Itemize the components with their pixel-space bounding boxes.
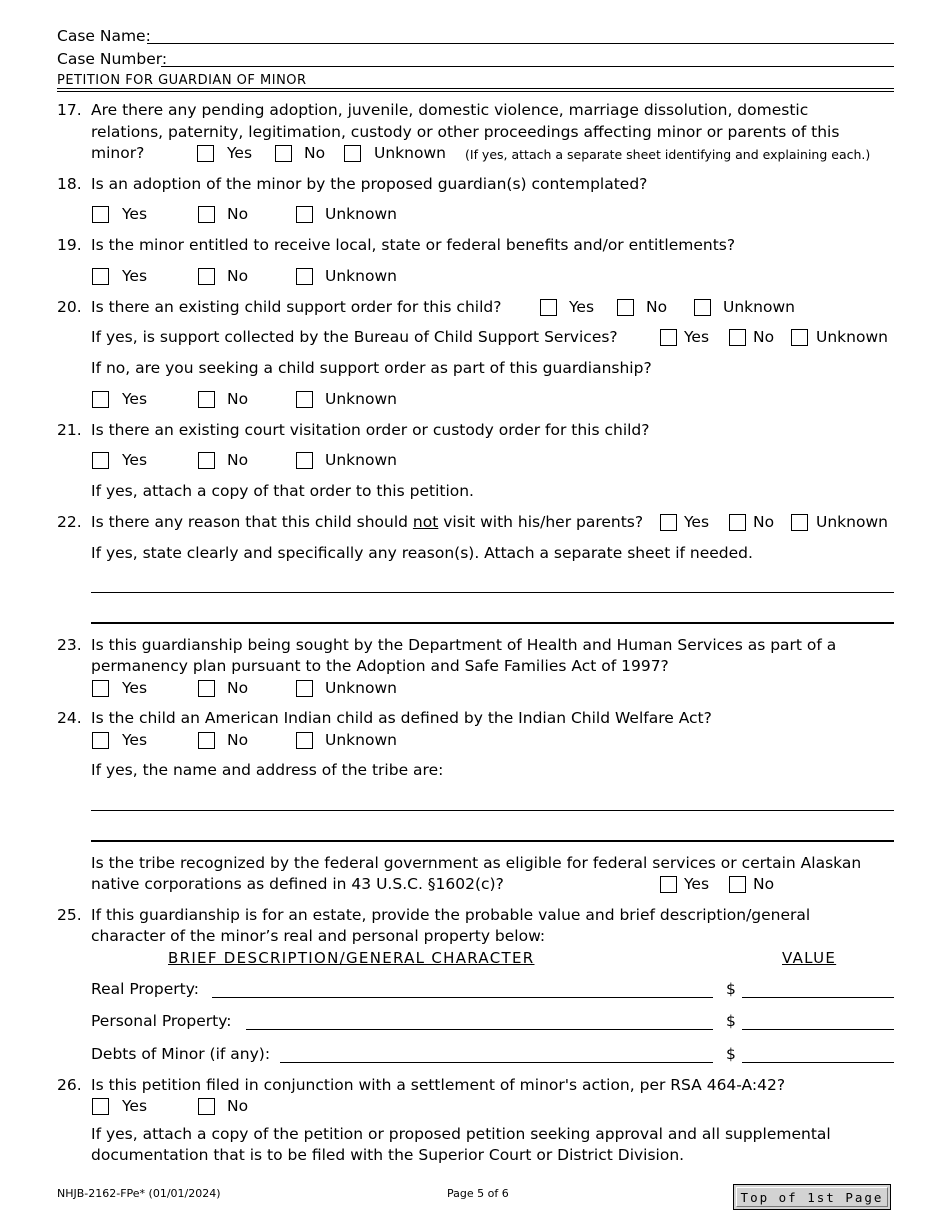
q21-no-checkbox[interactable] [198, 452, 215, 469]
q23-no-checkbox[interactable] [198, 680, 215, 697]
q21-number: 21. [57, 421, 82, 439]
q24-tribe-yes-checkbox[interactable] [660, 876, 677, 893]
q25-number: 25. [57, 906, 82, 924]
q18-unknown-label: Unknown [325, 205, 397, 223]
q17-yes-checkbox[interactable] [197, 145, 214, 162]
q24-tribe-no-checkbox[interactable] [729, 876, 746, 893]
q17-note: (If yes, attach a separate sheet identifying and explaining each.) [465, 147, 871, 162]
footer-form-id: NHJB-2162-FPe* (01/01/2024) [57, 1187, 221, 1200]
q24-sub1-text: If yes, the name and address of the tribe are: [91, 761, 444, 779]
q20-sub2-no-label: No [227, 390, 249, 408]
q20-sub2-yes-label: Yes [122, 390, 148, 408]
q20-sub1-text: If yes, is support collected by the Bureau of Child Support Services? [91, 328, 618, 346]
q18-yes-checkbox[interactable] [92, 206, 109, 223]
q21-yes-label: Yes [122, 451, 148, 469]
q17-line1: Are there any pending adoption, juvenile, domestic violence, marriage dissolution, domestic [91, 101, 809, 119]
q24-tribe-line-2[interactable] [91, 840, 894, 842]
q23-number: 23. [57, 636, 82, 654]
case-number-label: Case Number: [57, 50, 168, 68]
q17-unknown-checkbox[interactable] [344, 145, 361, 162]
q20-no-checkbox[interactable] [617, 299, 634, 316]
case-name-field[interactable] [147, 43, 894, 44]
q26-number: 26. [57, 1076, 82, 1094]
q23-line2: permanency plan pursuant to the Adoption and Safe Families Act of 1997? [91, 657, 669, 675]
q20-sub2-unknown-label: Unknown [325, 390, 397, 408]
q18-unknown-checkbox[interactable] [296, 206, 313, 223]
q18-yes-label: Yes [122, 205, 148, 223]
q25-debts-label: Debts of Minor (if any): [91, 1045, 271, 1063]
q19-yes-label: Yes [122, 267, 148, 285]
q20-sub1-no-checkbox[interactable] [729, 329, 746, 346]
q23-unknown-checkbox[interactable] [296, 680, 313, 697]
q21-unknown-label: Unknown [325, 451, 397, 469]
q19-number: 19. [57, 236, 82, 254]
q23-line1: Is this guardianship being sought by the Department of Health and Human Services as part of a [91, 636, 837, 654]
q23-no-label: No [227, 679, 249, 697]
q20-unknown-checkbox[interactable] [694, 299, 711, 316]
q20-sub2-yes-checkbox[interactable] [92, 391, 109, 408]
q25-line1: If this guardianship is for an estate, provide the probable value and brief description/general [91, 906, 811, 924]
q24-text: Is the child an American Indian child as defined by the Indian Child Welfare Act? [91, 709, 712, 727]
q18-text: Is an adoption of the minor by the proposed guardian(s) contemplated? [91, 175, 648, 193]
q20-sub1-no-label: No [753, 328, 775, 346]
q19-no-checkbox[interactable] [198, 268, 215, 285]
q26-yes-checkbox[interactable] [92, 1098, 109, 1115]
q20-sub1-unknown-checkbox[interactable] [791, 329, 808, 346]
case-name-label: Case Name: [57, 27, 151, 45]
q26-yes-label: Yes [122, 1097, 148, 1115]
q22-text-after: visit with his/her parents? [438, 513, 644, 531]
q19-yes-checkbox[interactable] [92, 268, 109, 285]
q20-text: Is there an existing child support order for this child? [91, 298, 502, 316]
q25-personal-value-field[interactable] [742, 1029, 894, 1030]
q20-sub2-no-checkbox[interactable] [198, 391, 215, 408]
q23-unknown-label: Unknown [325, 679, 397, 697]
q22-reason-line-2[interactable] [91, 622, 894, 624]
q25-real-label: Real Property: [91, 980, 200, 998]
q22-sub1-text: If yes, state clearly and specifically any reason(s). Attach a separate sheet if needed. [91, 544, 753, 562]
q25-debts-value-field[interactable] [742, 1062, 894, 1063]
q24-tribe-line-1[interactable] [91, 810, 894, 811]
q21-no-label: No [227, 451, 249, 469]
q24-yes-label: Yes [122, 731, 148, 749]
q23-yes-label: Yes [122, 679, 148, 697]
q25-col-value-header: VALUE [782, 949, 837, 967]
q17-number: 17. [57, 101, 82, 119]
q22-unknown-checkbox[interactable] [791, 514, 808, 531]
header-divider-2 [57, 91, 894, 92]
q26-sub1-line1: If yes, attach a copy of the petition or proposed petition seeking approval and all supplemental [91, 1125, 831, 1143]
q22-reason-line-1[interactable] [91, 592, 894, 593]
q25-personal-label: Personal Property: [91, 1012, 232, 1030]
q24-tribe-yes-label: Yes [684, 875, 710, 893]
q26-no-checkbox[interactable] [198, 1098, 215, 1115]
q22-yes-label: Yes [684, 513, 710, 531]
q26-no-label: No [227, 1097, 249, 1115]
q22-unknown-label: Unknown [816, 513, 888, 531]
q24-sub2-line2: native corporations as defined in 43 U.S.C. §1602(c)? [91, 875, 504, 893]
q20-yes-label: Yes [569, 298, 595, 316]
q19-unknown-checkbox[interactable] [296, 268, 313, 285]
q22-number: 22. [57, 513, 82, 531]
q21-text: Is there an existing court visitation order or custody order for this child? [91, 421, 650, 439]
q24-yes-checkbox[interactable] [92, 732, 109, 749]
q21-yes-checkbox[interactable] [92, 452, 109, 469]
q18-no-label: No [227, 205, 249, 223]
q17-yes-label: Yes [227, 144, 253, 162]
q20-sub1-yes-label: Yes [684, 328, 710, 346]
q17-line2: relations, paternity, legitimation, custody or other proceedings affecting minor or parents of this [91, 123, 840, 141]
q17-no-checkbox[interactable] [275, 145, 292, 162]
q19-no-label: No [227, 267, 249, 285]
q24-sub2-line1: Is the tribe recognized by the federal government as eligible for federal services or certain Alaskan [91, 854, 862, 872]
q24-unknown-label: Unknown [325, 731, 397, 749]
q24-number: 24. [57, 709, 82, 727]
q21-unknown-checkbox[interactable] [296, 452, 313, 469]
q26-text: Is this petition filed in conjunction with a settlement of minor's action, per RSA 464-A:42? [91, 1076, 786, 1094]
q20-sub1-unknown-label: Unknown [816, 328, 888, 346]
footer-page-number: Page 5 of 6 [447, 1187, 509, 1200]
q22-no-checkbox[interactable] [729, 514, 746, 531]
q20-unknown-label: Unknown [723, 298, 795, 316]
q18-no-checkbox[interactable] [198, 206, 215, 223]
q20-sub1-yes-checkbox[interactable] [660, 329, 677, 346]
q25-real-desc-field[interactable] [212, 997, 713, 998]
q20-sub2-unknown-checkbox[interactable] [296, 391, 313, 408]
q17-line3: minor? [91, 144, 145, 162]
q23-yes-checkbox[interactable] [92, 680, 109, 697]
q25-debts-desc-field[interactable] [280, 1062, 713, 1063]
q24-no-checkbox[interactable] [198, 732, 215, 749]
case-number-field[interactable] [161, 66, 894, 67]
q24-no-label: No [227, 731, 249, 749]
q26-sub1-line2: documentation that is to be filed with the Superior Court or District Division. [91, 1146, 685, 1164]
q25-personal-desc-field[interactable] [246, 1029, 713, 1030]
form-title: PETITION FOR GUARDIAN OF MINOR [57, 73, 307, 88]
q25-real-value-field[interactable] [742, 997, 894, 998]
q25-line2: character of the minor’s real and personal property below: [91, 927, 546, 945]
q20-number: 20. [57, 298, 82, 316]
q20-yes-checkbox[interactable] [540, 299, 557, 316]
q21-sub1-text: If yes, attach a copy of that order to this petition. [91, 482, 474, 500]
q17-unknown-label: Unknown [374, 144, 446, 162]
q19-text: Is the minor entitled to receive local, state or federal benefits and/or entitlements? [91, 236, 736, 254]
q22-text-underlined: not [412, 513, 439, 531]
q22-text-before: Is there any reason that this child should [91, 513, 413, 531]
q22-text [91, 513, 643, 531]
header-divider [57, 88, 894, 89]
q24-tribe-no-label: No [753, 875, 775, 893]
top-of-first-page-button[interactable]: Top of 1st Page [733, 1184, 891, 1210]
q17-no-label: No [304, 144, 326, 162]
q25-real-currency: $ [726, 980, 736, 998]
q19-unknown-label: Unknown [325, 267, 397, 285]
q20-sub2-text: If no, are you seeking a child support order as part of this guardianship? [91, 359, 652, 377]
q18-number: 18. [57, 175, 82, 193]
q24-unknown-checkbox[interactable] [296, 732, 313, 749]
q22-no-label: No [753, 513, 775, 531]
q25-col-desc-header: BRIEF DESCRIPTION/GENERAL CHARACTER [168, 949, 535, 967]
q20-no-label: No [646, 298, 668, 316]
q25-debts-currency: $ [726, 1045, 736, 1063]
q25-personal-currency: $ [726, 1012, 736, 1030]
q22-yes-checkbox[interactable] [660, 514, 677, 531]
